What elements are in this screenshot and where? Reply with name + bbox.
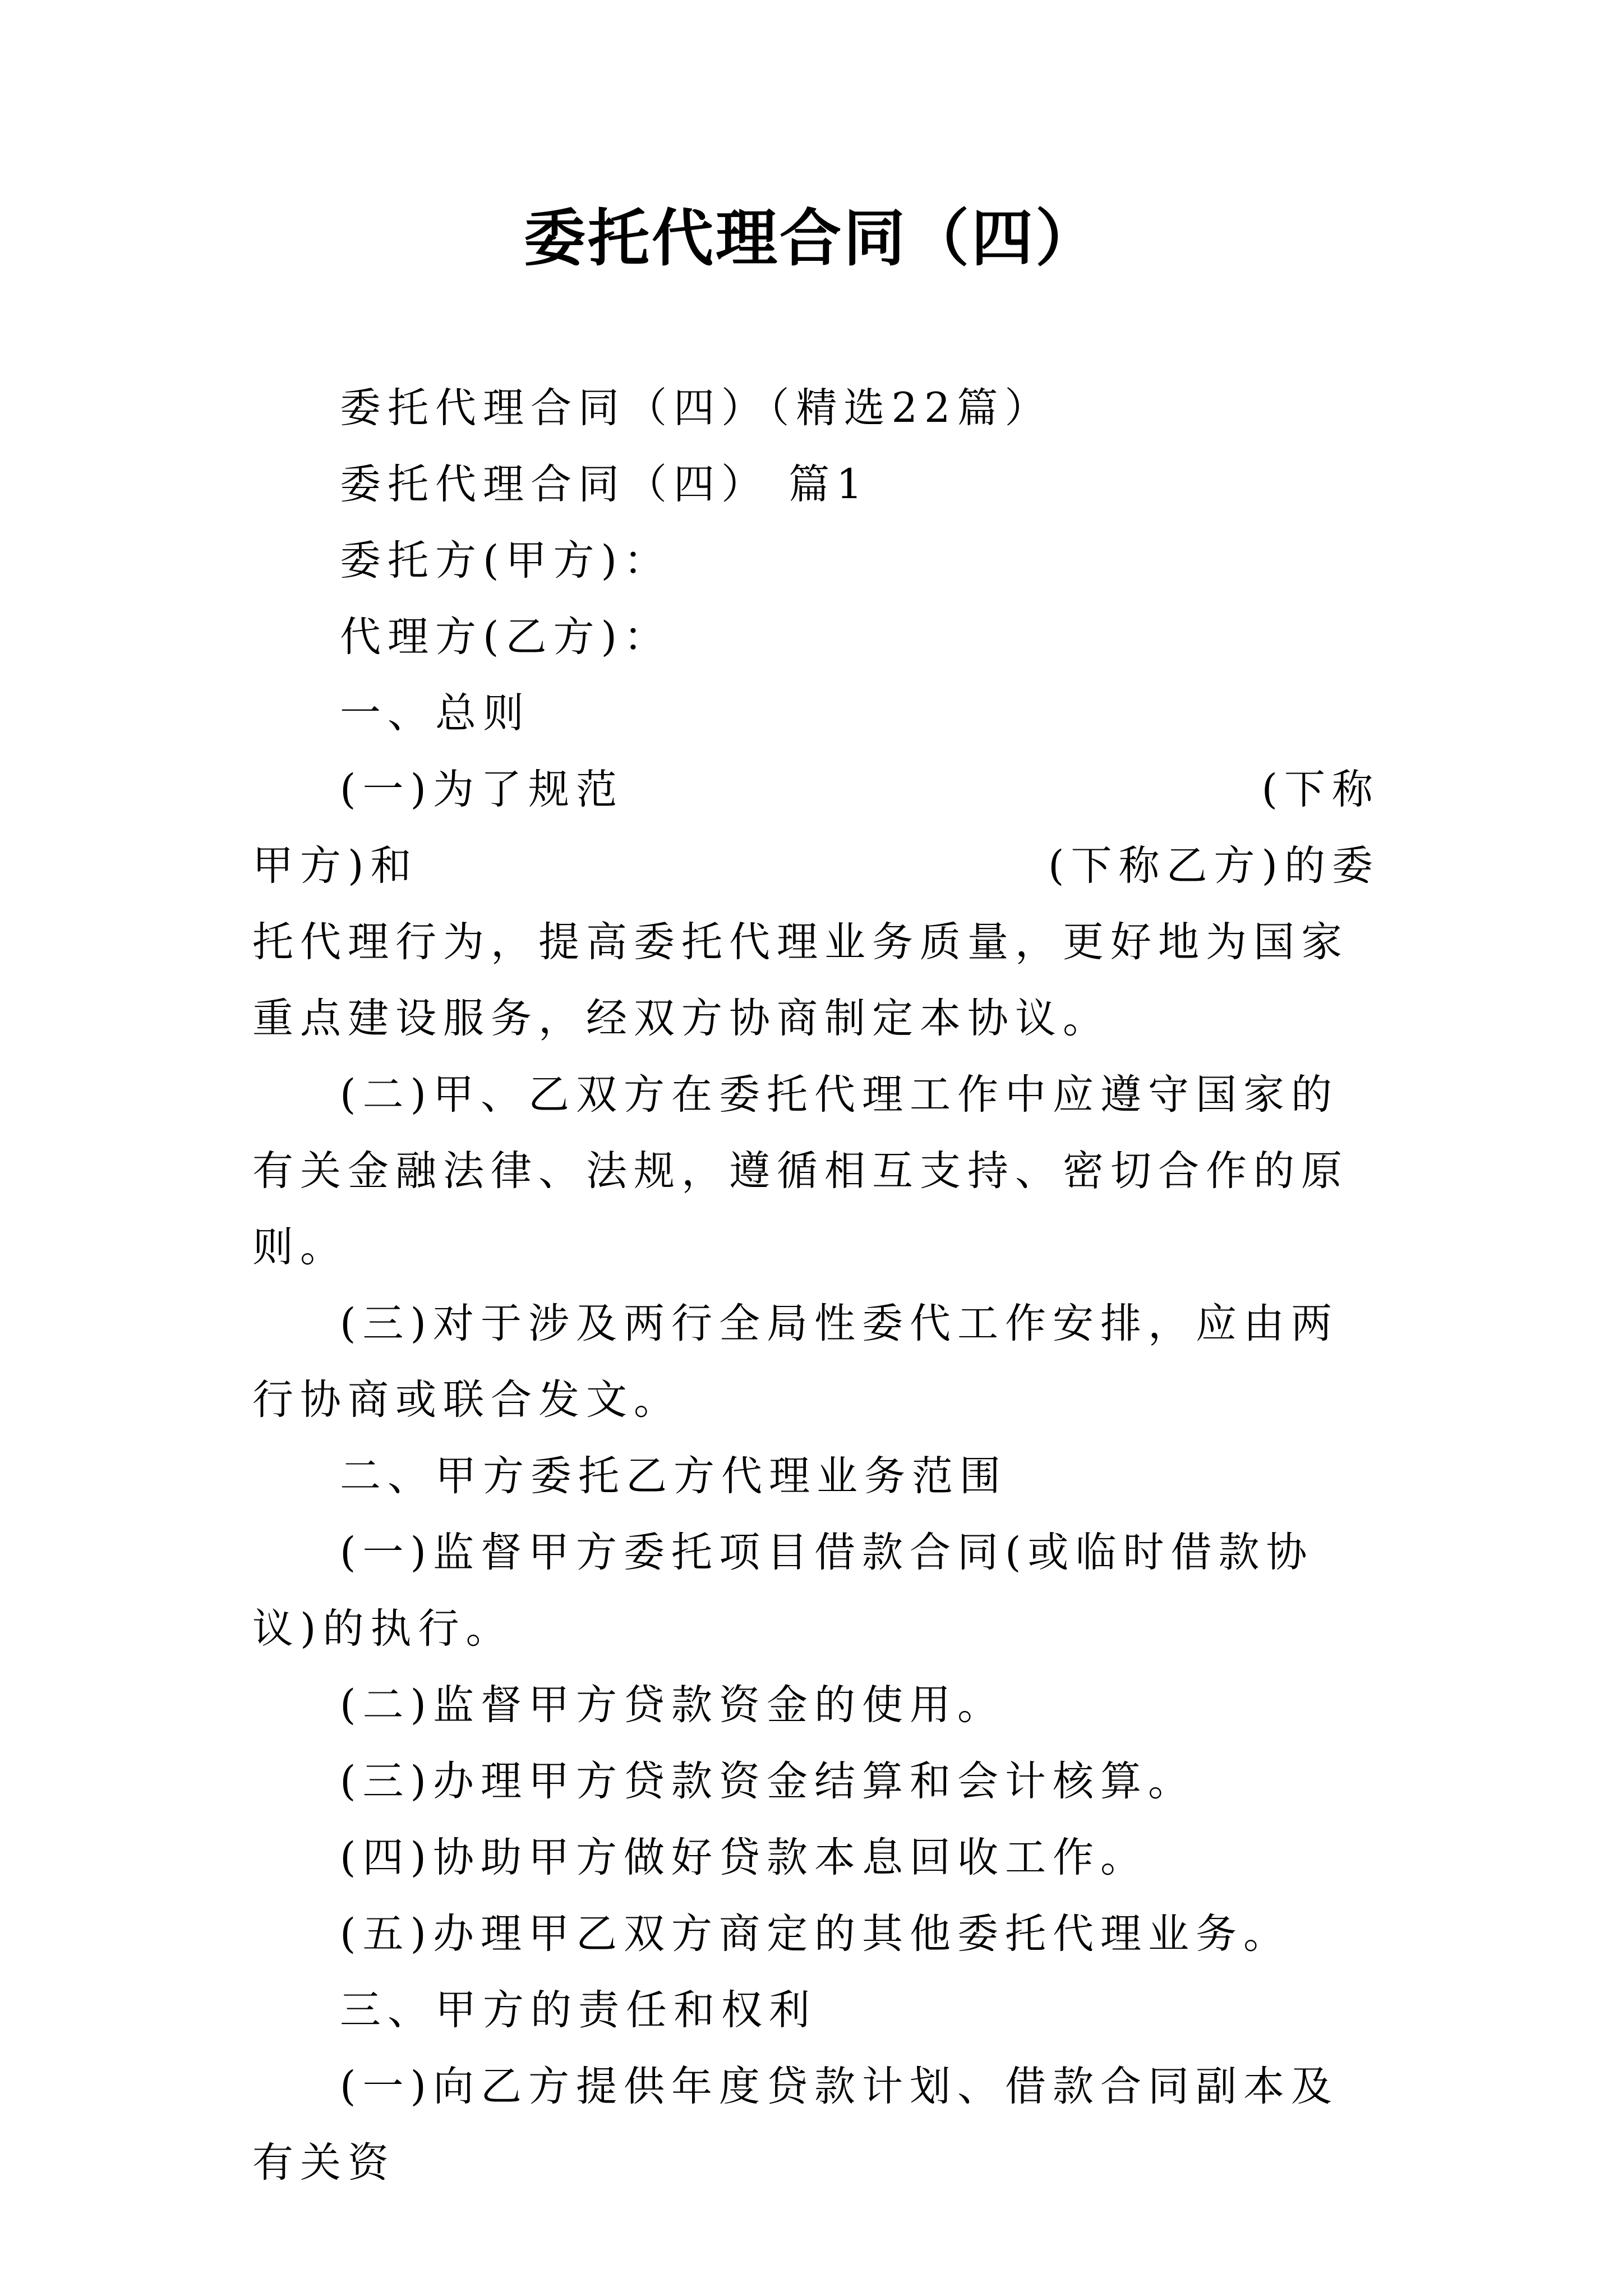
paragraph-clause-1-2: (二)甲、乙双方在委托代理工作中应遵守国家的有关金融法律、法规，遵循相互支持、密切合作的原则。 — [252, 1071, 1349, 1271]
paragraph-agent: 代理方(乙方)： — [340, 613, 671, 661]
paragraph-clause-2-5: (五)办理甲乙双方商定的其他委托代理业务。 — [340, 1910, 1291, 1958]
paragraph-clause-3-1: (一)向乙方提供年度贷款计划、借款合同副本及有关资 — [252, 2063, 1339, 2187]
paragraph-scope-heading: 二、甲方委托乙方代理业务范围 — [340, 1452, 1007, 1500]
paragraph-line-blank-1 — [252, 752, 1380, 828]
line-text-right: (下称 — [1261, 766, 1380, 813]
paragraph-clause-2-3: (三)办理甲方贷款资金结算和会计核算。 — [340, 1757, 1196, 1805]
paragraph-duties-heading: 三、甲方的责任和权利 — [340, 1986, 817, 2034]
paragraph-clause-2-2: (二)监督甲方贷款资金的使用。 — [340, 1681, 1005, 1729]
paragraph-clause-2-4: (四)协助甲方做好贷款本息回收工作。 — [340, 1834, 1148, 1881]
paragraph-subtitle: 委托代理合同（四）（精选22篇） — [340, 384, 1053, 432]
line-text-left: 甲方)和 — [252, 842, 418, 890]
paragraph-clause-2-1: (一)监督甲方委托项目借款合同(或临时借款协议)的执行。 — [252, 1529, 1314, 1653]
paragraph-purpose: 托代理行为，提高委托代理业务质量，更好地为国家重点建设服务，经双方协商制定本协议。 — [252, 918, 1349, 1042]
paragraph-principal: 委托方(甲方)： — [340, 537, 671, 585]
line-text-right: (下称乙方)的委 — [1048, 842, 1380, 890]
paragraph-general-heading: 一、总则 — [340, 689, 531, 737]
line-text-left: (一)为了规范 — [340, 766, 624, 813]
document-body — [252, 370, 1380, 2201]
paragraph-line-blank-2 — [252, 828, 1380, 904]
document-title: 委托代理合同（四） — [524, 202, 1099, 274]
paragraph-section-heading: 委托代理合同（四） 篇1 — [340, 461, 869, 508]
paragraph-clause-1-3: (三)对于涉及两行全局性委代工作安排，应由两行协商或联合发文。 — [252, 1300, 1339, 1424]
